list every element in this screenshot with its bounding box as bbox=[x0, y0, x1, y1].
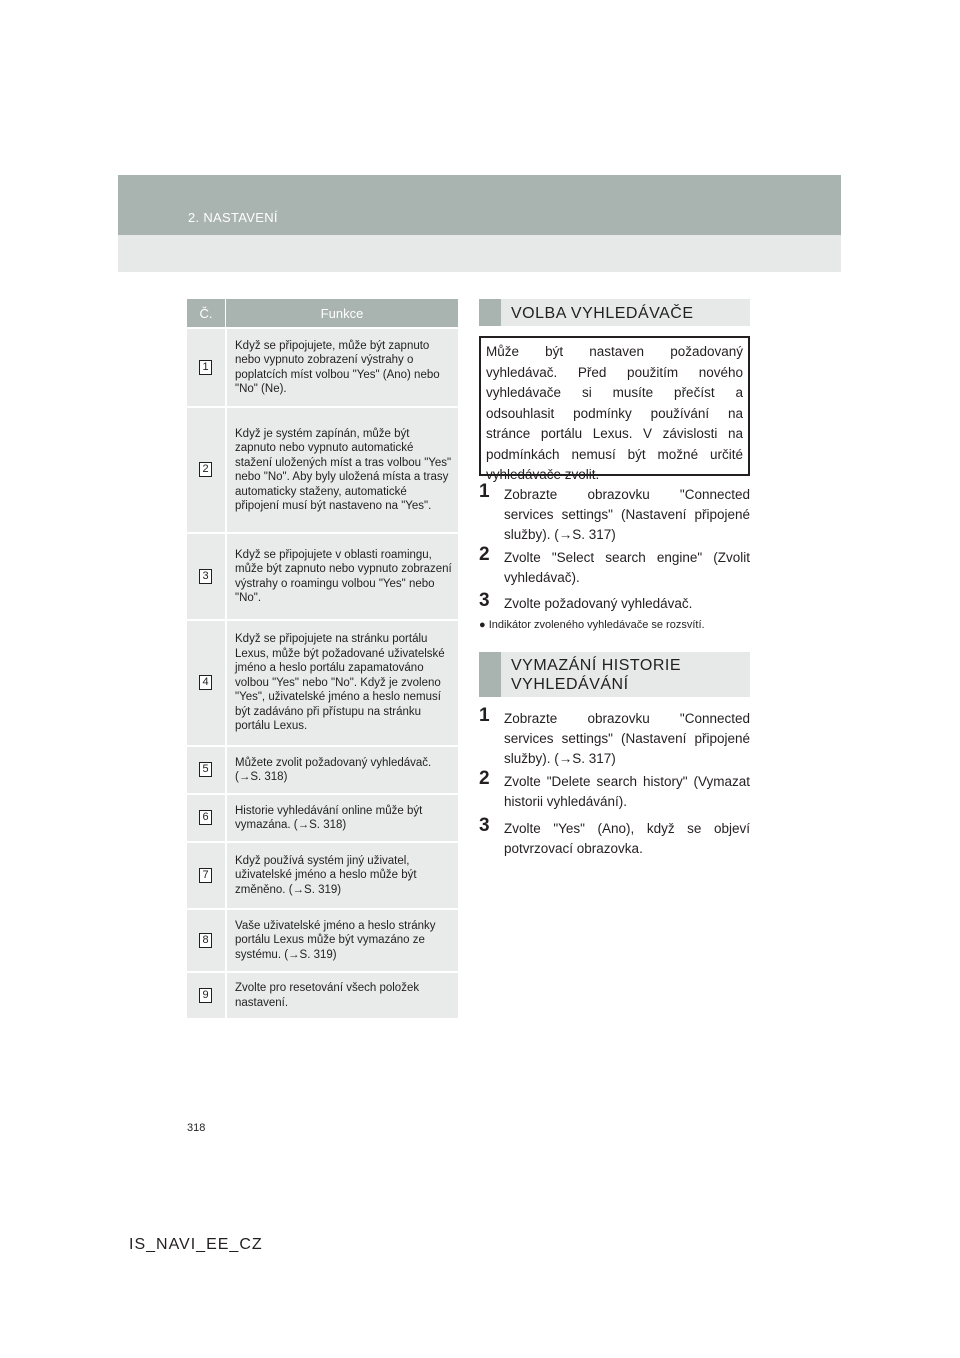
step-number: 3 bbox=[479, 815, 490, 836]
document-code: IS_NAVI_EE_CZ bbox=[129, 1236, 263, 1253]
row-number: 7 bbox=[199, 868, 212, 883]
table-row bbox=[187, 327, 458, 406]
info-box: Může být nastaven požadovaný vyhledávač. Před použitím nového vyhledávače si musíte přečíst a odsouhlasit podmínky používání na stránce portálu Lexus. V závislosti na podmínkách nemusí být možné určité vyhledávače zvolit. bbox=[479, 336, 750, 476]
bullet-icon: ● bbox=[479, 619, 486, 631]
row-text: Když používá systém jiný uživatel, uživatelské jméno a heslo může být změněno. (→S. 319) bbox=[225, 843, 458, 908]
row-text: Historie vyhledávání online může být vymazána. (→S. 318) bbox=[225, 795, 458, 841]
heading-marker bbox=[479, 299, 501, 326]
table-row bbox=[187, 971, 458, 1018]
row-text: Když je systém zapínán, může být zapnuto nebo vypnuto automatické stažení uložených míst a tras volbou "Yes" nebo "No". Aby byly uložená místa a trasy automaticky staženy, automatické připojení musí být nastaveno na "Yes". bbox=[225, 408, 458, 532]
step-text: Zobrazte obrazovku "Connected services settings" (Nastavení připojené služby). (→S. 317) bbox=[504, 487, 750, 542]
step-number: 2 bbox=[479, 768, 490, 789]
settings-table bbox=[187, 299, 458, 1018]
step-number: 3 bbox=[479, 590, 490, 611]
section-heading-delete-history: VYMAZÁNÍ HISTORIE VYHLEDÁVÁNÍ bbox=[479, 652, 750, 697]
col-header-no: Č. bbox=[199, 305, 213, 321]
col-header-function: Funkce bbox=[225, 299, 458, 327]
step-item bbox=[479, 544, 750, 588]
table-row bbox=[187, 745, 458, 793]
table-row bbox=[187, 532, 458, 619]
step-item bbox=[479, 481, 750, 545]
header-bar bbox=[118, 175, 841, 235]
row-number: 9 bbox=[199, 988, 212, 1003]
row-text: Zvolte pro resetování všech položek nastavení. bbox=[225, 973, 458, 1018]
table-row bbox=[187, 908, 458, 971]
step-text: Zvolte "Select search engine" (Zvolit vyhledávač). bbox=[504, 550, 750, 585]
row-number: 4 bbox=[199, 675, 212, 690]
step-item bbox=[479, 815, 750, 859]
table-row bbox=[187, 841, 458, 908]
row-number: 8 bbox=[199, 933, 212, 948]
step-item bbox=[479, 768, 750, 812]
step-number: 2 bbox=[479, 544, 490, 565]
step-text: Zvolte "Yes" (Ano), když se objeví potvrzovací obrazovka. bbox=[504, 821, 750, 856]
step-text: Zvolte požadovaný vyhledávač. bbox=[504, 596, 693, 611]
section-title: 2. NASTAVENÍ bbox=[188, 210, 278, 225]
header-band bbox=[118, 175, 841, 272]
row-number: 6 bbox=[199, 810, 212, 825]
row-text: Když se připojujete, může být zapnuto nebo vypnuto zobrazení výstrahy o poplatcích míst volbou "Yes" (Ano) nebo "No" (Ne). bbox=[225, 329, 458, 406]
row-number: 2 bbox=[199, 462, 212, 477]
row-text: Když se připojujete v oblasti roamingu, může být zapnuto nebo vypnuto zobrazení výstrahy o roamingu volbou "Yes" nebo "No". bbox=[225, 534, 458, 619]
bullet-note: ● Indikátor zvoleného vyhledávače se rozsvítí. bbox=[479, 619, 705, 631]
table-row bbox=[187, 406, 458, 532]
row-text: Vaše uživatelské jméno a heslo stránky portálu Lexus může být vymazáno ze systému. (→S. 319) bbox=[225, 910, 458, 971]
table-header bbox=[187, 299, 458, 327]
page-number: 318 bbox=[187, 1122, 206, 1134]
heading-marker bbox=[479, 652, 501, 697]
row-number: 1 bbox=[199, 360, 212, 375]
section-heading-search-engine: VOLBA VYHLEDÁVAČE bbox=[479, 299, 750, 326]
row-number: 3 bbox=[199, 569, 212, 584]
step-item bbox=[479, 590, 750, 614]
step-item bbox=[479, 705, 750, 769]
table-row bbox=[187, 793, 458, 841]
row-text: Můžete zvolit požadovaný vyhledávač. (→S. 318) bbox=[225, 747, 458, 793]
step-number: 1 bbox=[479, 705, 490, 726]
table-row bbox=[187, 619, 458, 745]
step-text: Zobrazte obrazovku "Connected services settings" (Nastavení připojené služby). (→S. 317) bbox=[504, 711, 750, 766]
step-text: Zvolte "Delete search history" (Vymazat historii vyhledávání). bbox=[504, 774, 750, 809]
row-number: 5 bbox=[199, 762, 212, 777]
row-text: Když se připojujete na stránku portálu Lexus, může být požadované uživatelské jméno a heslo portálu zapamatováno volbou "Yes" nebo "No". Když je zvoleno "Yes", uživatelské jméno a heslo nemusí být zadáváno při přístupu na stránku portálu Lexus. bbox=[225, 621, 458, 745]
step-number: 1 bbox=[479, 481, 490, 502]
